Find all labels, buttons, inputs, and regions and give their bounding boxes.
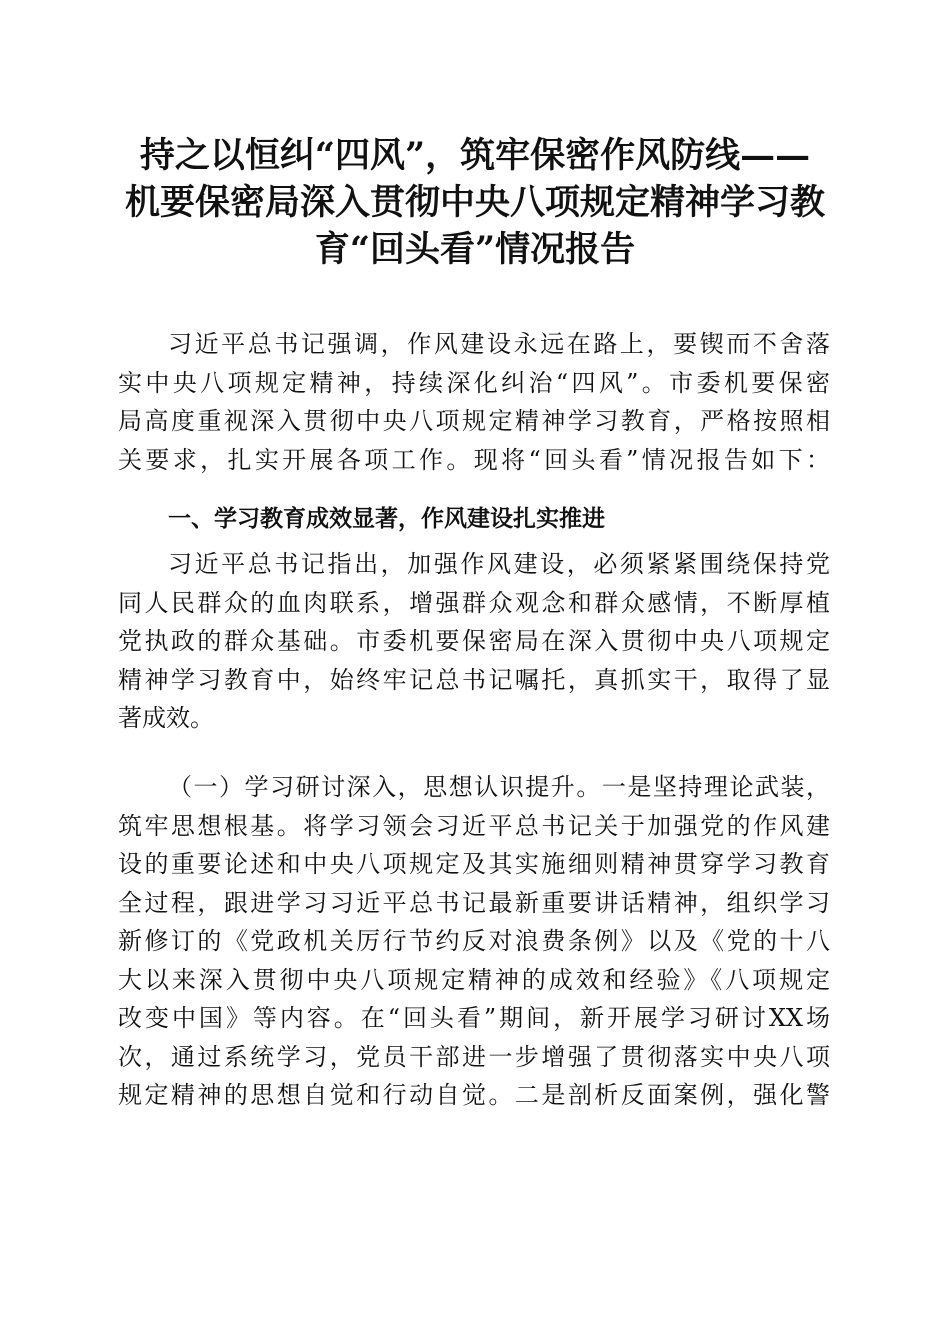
text-line: 筑牢思想根基。将学习领会习近平总书记关于加强党的作风建 <box>118 811 830 840</box>
document-title <box>110 132 840 273</box>
text-line: 关要求，扎实开展各项工作。现将“回头看”情况报告如下： <box>118 445 830 474</box>
text-line: 设的重要论述和中央八项规定及其实施细则精神贯穿学习教育 <box>118 850 830 878</box>
title-line: 育“回头看”情况报告 <box>314 229 636 270</box>
text-line: 实中央八项规定精神，持续深化纠治“四风”。市委机要保密 <box>118 368 830 397</box>
text-line: 精神学习教育中，始终牢记总书记嘱托，真抓实干，取得了显 <box>118 665 830 694</box>
text-line: 新修订的《党政机关厉行节约反对浪费条例》以及《党的十八 <box>118 927 830 955</box>
text-line: 习近平总书记强调，作风建设永远在路上，要锲而不舍落 <box>168 330 830 358</box>
title-line: 机要保密局深入贯彻中央八项规定精神学习教 <box>124 182 825 223</box>
text-line: 同人民群众的血肉联系，增强群众观念和群众感情，不断厚植 <box>118 588 830 617</box>
text-line: 改变中国》等内容。在“回头看”期间，新开展学习研讨XX场 <box>118 1004 830 1032</box>
section-paragraph <box>118 545 830 738</box>
title-line: 持之以恒纠“四风”，筑牢保密作风防线—— <box>139 135 811 176</box>
text-line: 大以来深入贯彻中央八项规定精神的成效和经验》《八项规定 <box>118 965 830 994</box>
text-line: 党执政的群众基础。市委机要保密局在深入贯彻中央八项规定 <box>118 627 830 655</box>
text-line: 局高度重视深入贯彻中央八项规定精神学习教育，严格按照相 <box>118 407 830 435</box>
subsection-paragraph <box>118 768 830 1115</box>
intro-paragraph <box>118 325 830 479</box>
text-line: 习近平总书记指出，加强作风建设，必须紧紧围绕保持党 <box>168 550 830 578</box>
text-line: （一）学习研讨深入，思想认识提升。一是坚持理论武装， <box>168 773 830 801</box>
text-line: 全过程，跟进学习习近平总书记最新重要讲话精神，组织学习 <box>118 888 830 917</box>
text-line: 次，通过系统学习，党员干部进一步增强了贯彻落实中央八项 <box>118 1042 830 1071</box>
text-line: 著成效。 <box>118 704 214 732</box>
section-heading: 一、学习教育成效显著，作风建设扎实推进 <box>168 506 605 532</box>
text-line: 规定精神的思想自觉和行动自觉。二是剖析反面案例，强化警 <box>118 1081 830 1109</box>
